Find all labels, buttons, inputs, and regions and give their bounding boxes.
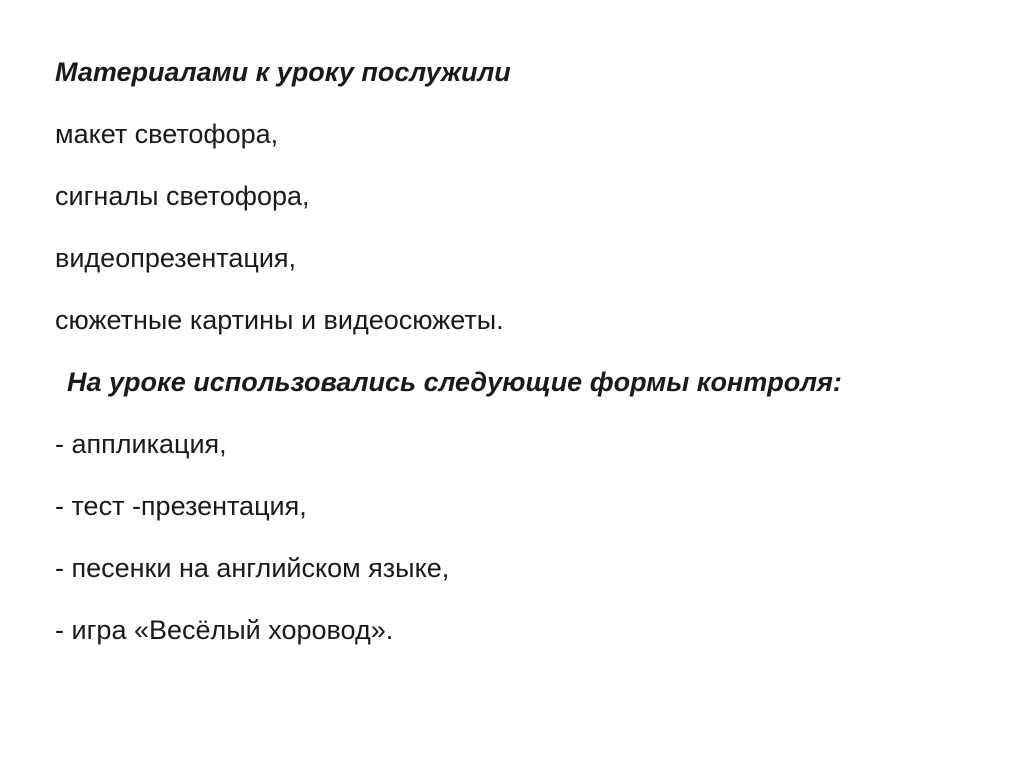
control-item: - песенки на английском языке,	[55, 553, 450, 584]
material-item: видеопрезентация,	[55, 243, 297, 274]
control-item: - аппликация,	[55, 429, 227, 460]
slide-heading-controls: На уроке использовались следующие формы контроля:	[67, 367, 842, 398]
control-item: - тест -презентация,	[55, 491, 307, 522]
control-item: - игра «Весёлый хоровод».	[55, 615, 394, 646]
slide-heading-materials: Материалами к уроку послужили	[55, 57, 511, 87]
material-item: сюжетные картины и видеосюжеты.	[55, 305, 504, 336]
material-item: сигналы светофора,	[55, 181, 310, 212]
material-item: макет светофора,	[55, 119, 279, 150]
